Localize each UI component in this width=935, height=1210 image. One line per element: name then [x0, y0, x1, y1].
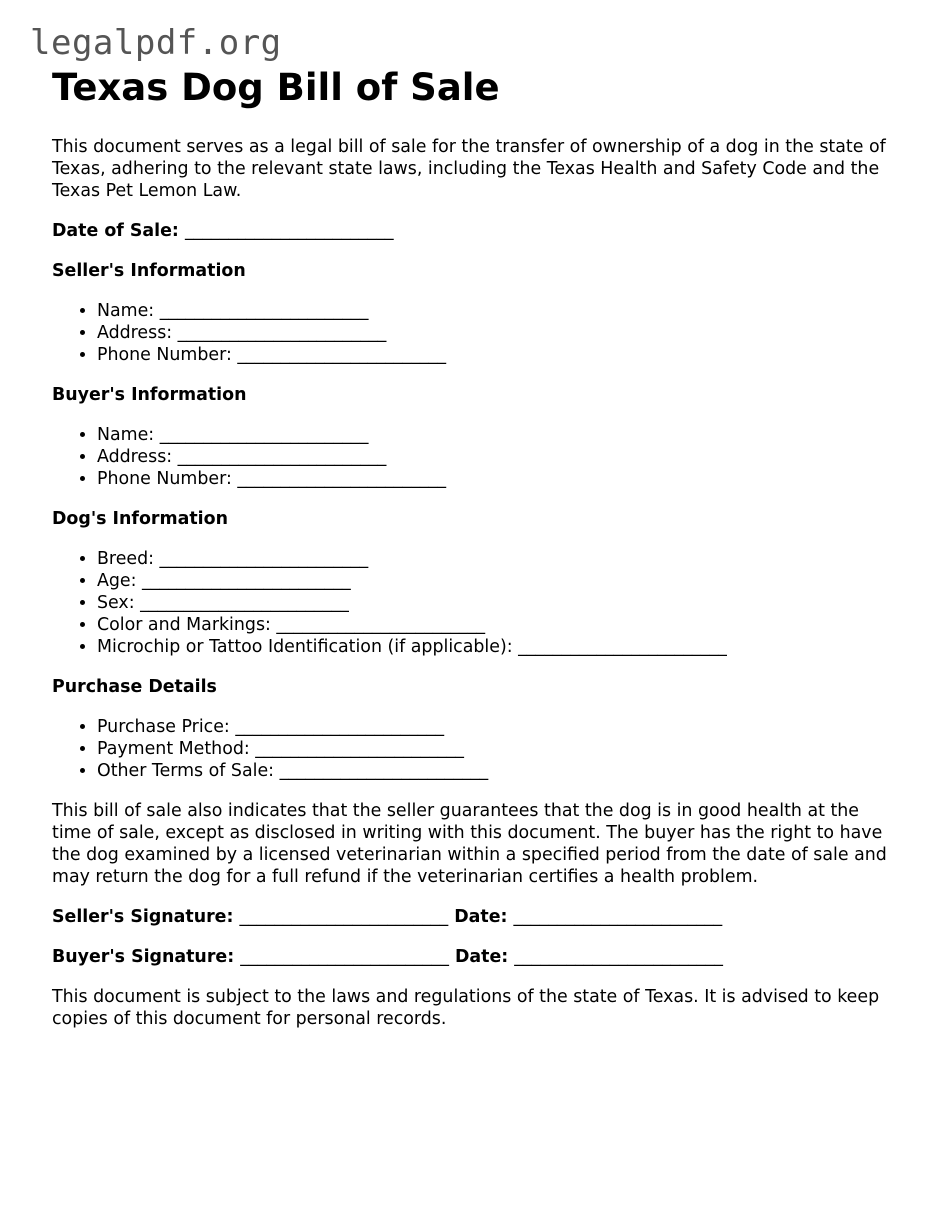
- buyer-date-blank[interactable]: ________________________: [514, 947, 723, 967]
- seller-name-blank[interactable]: ________________________: [159, 301, 369, 321]
- seller-heading: Seller's Information: [52, 261, 246, 281]
- buyer-list: [52, 424, 892, 490]
- date-of-sale-field: [52, 220, 892, 242]
- list-item: [97, 468, 892, 490]
- purchase-price-label: Purchase Price:: [97, 717, 230, 737]
- dog-age-label: Age:: [97, 571, 137, 591]
- intro-paragraph: This document serves as a legal bill of sale for the transfer of ownership of a dog in the state of Texas, adhering to the relevant state laws, including the Texas Health and Safety Code and the Texas Pet Lemon Law.: [52, 137, 886, 201]
- seller-signature-blank[interactable]: ________________________: [239, 907, 449, 927]
- seller-signature-line: [52, 906, 892, 928]
- seller-signature-label: Seller's Signature:: [52, 907, 234, 927]
- list-item: [97, 446, 892, 468]
- buyer-date-label: Date:: [454, 947, 509, 967]
- document-page: [52, 66, 892, 1030]
- dog-microchip-blank[interactable]: ________________________: [518, 637, 727, 657]
- buyer-address-blank[interactable]: ________________________: [177, 447, 387, 467]
- seller-date-blank[interactable]: ________________________: [513, 907, 723, 927]
- list-item: [97, 424, 892, 446]
- dog-sex-blank[interactable]: ________________________: [140, 593, 349, 613]
- list-item: [97, 592, 892, 614]
- seller-name-label: Name:: [97, 301, 155, 321]
- other-terms-label: Other Terms of Sale:: [97, 761, 275, 781]
- dog-breed-blank[interactable]: ________________________: [159, 549, 369, 569]
- dog-heading: Dog's Information: [52, 509, 228, 529]
- dog-sex-label: Sex:: [97, 593, 135, 613]
- date-of-sale-blank[interactable]: ________________________: [184, 221, 394, 241]
- list-item: [97, 570, 892, 592]
- date-of-sale-label: Date of Sale:: [52, 221, 179, 241]
- seller-phone-blank[interactable]: ________________________: [237, 345, 447, 365]
- list-item: [97, 636, 892, 658]
- seller-phone-label: Phone Number:: [97, 345, 232, 365]
- list-item: [97, 300, 892, 322]
- buyer-heading: Buyer's Information: [52, 385, 247, 405]
- dog-color-label: Color and Markings:: [97, 615, 271, 635]
- buyer-signature-label: Buyer's Signature:: [52, 947, 235, 967]
- footer-paragraph: This document is subject to the laws and regulations of the state of Texas. It is advised to keep copies of this document for personal records.: [52, 987, 880, 1029]
- dog-age-blank[interactable]: ________________________: [142, 571, 351, 591]
- other-terms-blank[interactable]: ________________________: [279, 761, 489, 781]
- guarantee-paragraph: This bill of sale also indicates that the seller guarantees that the dog is in good health at the time of sale, except as disclosed in writing with this document. The buyer has the right to have the dog examined by a licensed veterinarian within a specified period from the date of sale and may return the dog for a full refund if the veterinarian certifies a health problem.: [52, 801, 887, 887]
- list-item: [97, 614, 892, 636]
- payment-method-label: Payment Method:: [97, 739, 250, 759]
- buyer-phone-label: Phone Number:: [97, 469, 232, 489]
- seller-date-label: Date:: [454, 907, 508, 927]
- page-title: Texas Dog Bill of Sale: [52, 66, 500, 109]
- seller-list: [52, 300, 892, 366]
- buyer-name-blank[interactable]: ________________________: [159, 425, 369, 445]
- seller-address-label: Address:: [97, 323, 173, 343]
- list-item: [97, 716, 892, 738]
- purchase-heading: Purchase Details: [52, 677, 217, 697]
- watermark-logo: legalpdf.org: [30, 23, 282, 63]
- buyer-address-label: Address:: [97, 447, 173, 467]
- seller-address-blank[interactable]: ________________________: [177, 323, 387, 343]
- buyer-signature-blank[interactable]: ________________________: [240, 947, 449, 967]
- list-item: [97, 344, 892, 366]
- list-item: [97, 548, 892, 570]
- dog-list: [52, 548, 892, 658]
- purchase-price-blank[interactable]: ________________________: [235, 717, 445, 737]
- list-item: [97, 322, 892, 344]
- buyer-name-label: Name:: [97, 425, 155, 445]
- dog-microchip-label: Microchip or Tattoo Identification (if applicable):: [97, 637, 513, 657]
- buyer-signature-line: [52, 946, 892, 968]
- list-item: [97, 738, 892, 760]
- list-item: [97, 760, 892, 782]
- dog-breed-label: Breed:: [97, 549, 154, 569]
- purchase-list: [52, 716, 892, 782]
- buyer-phone-blank[interactable]: ________________________: [237, 469, 447, 489]
- payment-method-blank[interactable]: ________________________: [255, 739, 464, 759]
- dog-color-blank[interactable]: ________________________: [276, 615, 486, 635]
